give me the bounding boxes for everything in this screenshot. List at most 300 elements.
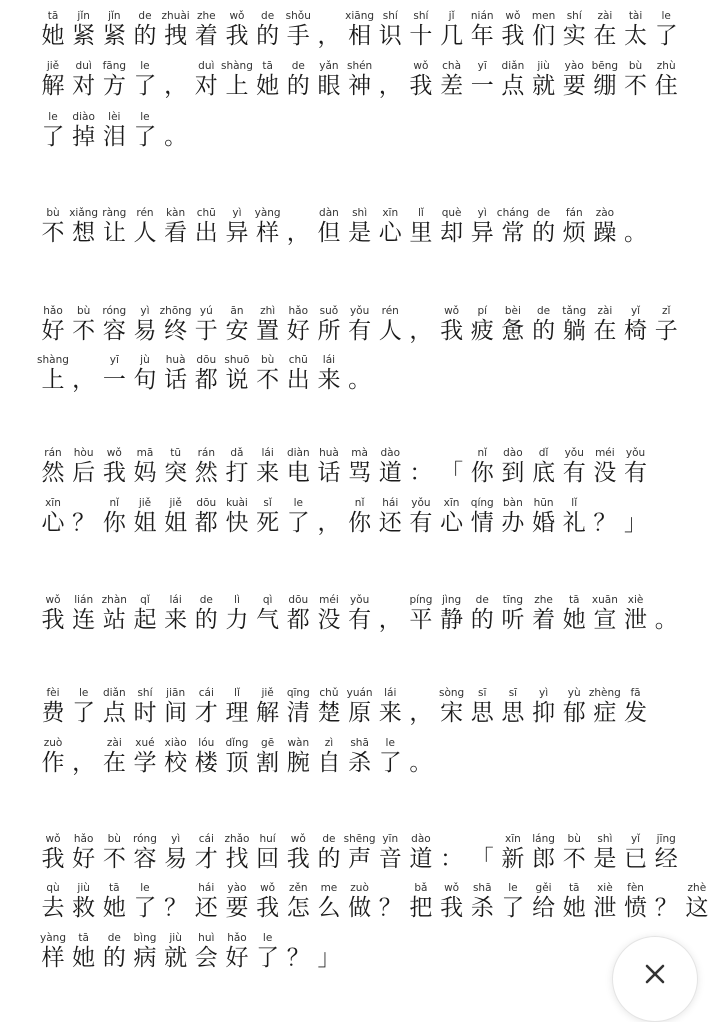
hanzi: 太 <box>624 23 648 49</box>
ruby-char <box>130 111 160 163</box>
hanzi: 情 <box>470 510 494 536</box>
ruby-char <box>621 447 651 499</box>
pinyin: bù <box>76 305 91 317</box>
pinyin: zhe <box>534 594 553 606</box>
hanzi: 了 <box>41 124 65 150</box>
hanzi: 音 <box>378 846 402 872</box>
hanzi: 平 <box>409 607 433 633</box>
hanzi: ， <box>378 73 402 99</box>
pinyin: dào <box>380 447 401 459</box>
pinyin: jiě <box>46 60 60 72</box>
pinyin: róng <box>133 833 157 845</box>
hanzi: 好 <box>72 846 96 872</box>
hanzi: 了 <box>654 23 678 49</box>
pinyin: tū <box>170 447 182 459</box>
hanzi: 还 <box>378 510 402 536</box>
hanzi: 宣 <box>593 607 617 633</box>
pinyin: shàng <box>221 60 253 72</box>
ruby-char <box>406 737 436 789</box>
pinyin: xiǎng <box>69 207 99 219</box>
ruby-char <box>38 354 68 406</box>
pinyin: bìng <box>133 932 157 944</box>
pinyin: kuài <box>226 497 248 509</box>
hanzi: 都 <box>286 607 310 633</box>
hanzi: 让 <box>102 220 126 246</box>
pinyin: jiù <box>77 882 90 894</box>
hanzi: 泄 <box>624 607 648 633</box>
hanzi: 间 <box>164 700 188 726</box>
pinyin: yào <box>564 60 584 72</box>
pinyin: qǐ <box>140 594 150 606</box>
hanzi: 杀 <box>470 895 494 921</box>
hanzi: 不 <box>256 367 280 393</box>
hanzi: 点 <box>102 700 126 726</box>
hanzi: 对 <box>72 73 96 99</box>
hanzi: ？ <box>378 895 402 921</box>
hanzi: 样 <box>256 220 280 246</box>
pinyin: xiào <box>164 737 187 749</box>
pinyin: yǒu <box>349 594 370 606</box>
pinyin: yǒu <box>625 447 646 459</box>
pinyin: yǒu <box>411 497 431 509</box>
hanzi: 几 <box>440 23 464 49</box>
pinyin: lái <box>169 594 182 606</box>
ruby-char <box>314 932 344 984</box>
hanzi: 清 <box>286 700 310 726</box>
pinyin: lì <box>234 594 240 606</box>
hanzi: 心 <box>378 220 402 246</box>
hanzi: 上 <box>41 367 65 393</box>
hanzi: 有 <box>348 607 372 633</box>
pinyin: lián <box>74 594 94 606</box>
pinyin: jù <box>140 354 150 366</box>
hanzi: 心 <box>41 510 65 536</box>
pinyin: shì <box>352 207 368 219</box>
pinyin: le <box>78 687 89 699</box>
hanzi: 郁 <box>562 700 586 726</box>
pinyin: hūn <box>533 497 554 509</box>
ruby-char <box>651 60 681 112</box>
ruby-char <box>345 882 375 934</box>
hanzi: 的 <box>133 23 157 49</box>
hanzi: 心 <box>440 510 464 536</box>
pinyin: jiù <box>169 932 182 944</box>
pinyin: shuō <box>224 354 250 366</box>
pinyin: bù <box>46 207 60 219</box>
hanzi: 她 <box>562 607 586 633</box>
hanzi: 给 <box>532 895 556 921</box>
hanzi: 容 <box>133 846 157 872</box>
hanzi: 一 <box>102 367 126 393</box>
pinyin: bēng <box>591 60 619 72</box>
hanzi: 疲 <box>470 318 494 344</box>
pinyin: de <box>107 932 121 944</box>
hanzi: 说 <box>225 367 249 393</box>
hanzi: 不 <box>562 846 586 872</box>
pinyin: nǐ <box>109 497 120 509</box>
hanzi: 费 <box>41 700 65 726</box>
hanzi: 的 <box>470 607 494 633</box>
text-line <box>38 687 688 739</box>
hanzi: 你 <box>102 510 126 536</box>
pinyin: de <box>537 305 551 317</box>
pinyin: chà <box>442 60 462 72</box>
hanzi: 泪 <box>102 124 126 150</box>
hanzi: 于 <box>194 318 218 344</box>
pinyin: fèi <box>46 687 60 699</box>
pinyin: jìng <box>442 594 462 606</box>
hanzi: 骂 <box>348 460 372 486</box>
hanzi: 没 <box>317 607 341 633</box>
pinyin: fāng <box>102 60 127 72</box>
hanzi: 拽 <box>164 23 188 49</box>
hanzi: ？ <box>164 895 188 921</box>
pinyin: zài <box>597 10 613 22</box>
hanzi: 好 <box>41 318 65 344</box>
ruby-char <box>559 497 589 549</box>
hanzi: 连 <box>72 607 96 633</box>
pinyin: suǒ <box>319 305 339 317</box>
pinyin: píng <box>409 594 433 606</box>
pinyin: huì <box>198 932 215 944</box>
hanzi: 置 <box>256 318 280 344</box>
ruby-char <box>651 10 681 62</box>
pinyin: bàn <box>503 497 523 509</box>
pinyin: fán <box>565 207 583 219</box>
hanzi: 割 <box>256 750 280 776</box>
hanzi: 。 <box>654 607 678 633</box>
pinyin: bù <box>260 354 275 366</box>
hanzi: ？ <box>593 510 617 536</box>
hanzi: 抑 <box>532 700 556 726</box>
pinyin: lái <box>322 354 336 366</box>
pinyin: xīn <box>443 497 460 509</box>
pinyin: zǐ <box>661 305 671 317</box>
text-line <box>38 10 688 62</box>
pinyin: bǎ <box>414 882 428 894</box>
pinyin: zhè <box>687 882 707 894</box>
hanzi: ， <box>378 607 402 633</box>
pinyin: nǐ <box>354 497 365 509</box>
pinyin: chū <box>196 207 216 219</box>
pinyin: zào <box>595 207 615 219</box>
hanzi: 力 <box>225 607 249 633</box>
pinyin: wǒ <box>106 447 122 459</box>
hanzi: ， <box>72 750 96 776</box>
pinyin: yī <box>477 60 487 72</box>
hanzi: 的 <box>317 846 341 872</box>
pinyin: hǎo <box>73 833 94 845</box>
pinyin: le <box>140 882 150 894</box>
pinyin: qíng <box>470 497 494 509</box>
hanzi: 要 <box>225 895 249 921</box>
hanzi: 去 <box>41 895 65 921</box>
pinyin: wǒ <box>229 10 245 22</box>
hanzi: 但 <box>317 220 341 246</box>
hanzi: 起 <box>133 607 157 633</box>
hanzi: ， <box>317 510 341 536</box>
hanzi: 眼 <box>317 73 341 99</box>
hanzi: ： <box>440 846 464 872</box>
hanzi: 看 <box>164 220 188 246</box>
pinyin: lèi <box>108 111 121 123</box>
pinyin: de <box>475 594 489 606</box>
pinyin: jiě <box>169 497 182 509</box>
hanzi: 有 <box>348 318 372 344</box>
hanzi: 样 <box>41 945 65 971</box>
pinyin: sǐ <box>263 497 272 509</box>
pinyin: bèi <box>504 305 521 317</box>
hanzi: 听 <box>501 607 525 633</box>
hanzi: 她 <box>72 945 96 971</box>
hanzi: 然 <box>194 460 218 486</box>
pinyin: gē <box>261 737 275 749</box>
pinyin: wǒ <box>413 60 429 72</box>
hanzi: 一 <box>470 73 494 99</box>
pinyin: le <box>661 10 671 22</box>
hanzi: 对 <box>194 73 218 99</box>
pinyin: què <box>441 207 462 219</box>
hanzi: 么 <box>317 895 341 921</box>
hanzi: 死 <box>256 510 280 536</box>
hanzi: 新 <box>501 846 525 872</box>
ruby-char <box>651 305 681 357</box>
pinyin: cháng <box>496 207 529 219</box>
hanzi: 我 <box>440 318 464 344</box>
pinyin: hǎo <box>227 932 247 944</box>
hanzi: 还 <box>194 895 218 921</box>
hanzi: 在 <box>593 318 617 344</box>
pinyin: xīn <box>504 833 521 845</box>
ruby-char <box>437 833 467 885</box>
pinyin: tīng <box>502 594 524 606</box>
pinyin: dōu <box>196 497 217 509</box>
pinyin: yì <box>232 207 242 219</box>
pinyin: yù <box>567 687 581 699</box>
ruby-char <box>375 305 405 357</box>
hanzi: 实 <box>562 23 586 49</box>
hanzi: 的 <box>102 945 126 971</box>
hanzi: 想 <box>72 220 96 246</box>
hanzi: 她 <box>41 23 65 49</box>
pinyin: hǎo <box>288 305 309 317</box>
hanzi: 是 <box>348 220 372 246</box>
hanzi: 发 <box>624 700 648 726</box>
pinyin: bù <box>628 60 643 72</box>
pinyin: tā <box>262 60 273 72</box>
pinyin: huà <box>165 354 186 366</box>
hanzi: 来 <box>164 607 188 633</box>
ruby-char <box>283 932 313 984</box>
ruby-char <box>314 354 344 406</box>
pinyin: xuān <box>591 594 618 606</box>
pinyin: cái <box>198 687 214 699</box>
hanzi: 了 <box>133 73 157 99</box>
hanzi: ， <box>317 23 341 49</box>
pinyin: men <box>531 10 556 22</box>
text-line <box>38 497 688 549</box>
hanzi: 里 <box>409 220 433 246</box>
pinyin: xiè <box>627 594 644 606</box>
pinyin: yī <box>109 354 119 366</box>
pinyin: zhèng <box>588 687 621 699</box>
hanzi: 椅 <box>624 318 648 344</box>
hanzi: 时 <box>133 700 157 726</box>
hanzi: 我 <box>256 895 280 921</box>
pinyin: le <box>262 932 273 944</box>
hanzi: 病 <box>133 945 157 971</box>
hanzi: 做 <box>348 895 372 921</box>
pinyin: duì <box>198 60 215 72</box>
ruby-char <box>130 882 160 934</box>
pinyin: zhǎo <box>224 833 250 845</box>
hanzi: 泄 <box>593 895 617 921</box>
hanzi: 这 <box>685 895 709 921</box>
text-line <box>38 111 688 163</box>
hanzi: 们 <box>532 23 556 49</box>
hanzi: 你 <box>348 510 372 536</box>
ruby-char <box>345 354 375 406</box>
pinyin: diàn <box>286 447 310 459</box>
pinyin: zhōng <box>159 305 192 317</box>
pinyin: le <box>48 111 58 123</box>
pinyin: wǒ <box>444 882 460 894</box>
ruby-char <box>38 497 68 549</box>
pinyin: nǐ <box>477 447 488 459</box>
pinyin: dǐ <box>538 447 549 459</box>
hanzi: 静 <box>440 607 464 633</box>
pinyin: zhe <box>196 10 216 22</box>
hanzi: 的 <box>256 23 280 49</box>
hanzi: ， <box>164 73 188 99</box>
hanzi: 易 <box>133 318 157 344</box>
hanzi: 「 <box>470 846 494 872</box>
hanzi: 来 <box>378 700 402 726</box>
hanzi: 了 <box>133 895 157 921</box>
hanzi: 到 <box>501 460 525 486</box>
pinyin: xīn <box>45 497 61 509</box>
pinyin: yì <box>477 207 487 219</box>
hanzi: 就 <box>164 945 188 971</box>
pinyin: wǒ <box>45 594 61 606</box>
hanzi: 相 <box>348 23 372 49</box>
hanzi: 紧 <box>72 23 96 49</box>
hanzi: 会 <box>194 945 218 971</box>
ruby-char <box>253 207 283 259</box>
text-line <box>38 882 709 934</box>
hanzi: 思 <box>470 700 494 726</box>
pinyin: rén <box>381 305 399 317</box>
ruby-char <box>130 60 160 112</box>
pinyin: shí <box>137 687 153 699</box>
close-button[interactable] <box>612 936 698 1022</box>
pinyin: shì <box>597 833 613 845</box>
pinyin: xiāng <box>345 10 375 22</box>
pinyin: yì <box>140 305 150 317</box>
pinyin: shā <box>350 737 369 749</box>
pinyin: yú <box>199 305 213 317</box>
hanzi: 。 <box>624 220 648 246</box>
ruby-char <box>590 207 620 259</box>
pinyin: diào <box>72 111 95 123</box>
hanzi: 杀 <box>348 750 372 776</box>
pinyin: zhàn <box>101 594 127 606</box>
hanzi: 道 <box>378 460 402 486</box>
pinyin: le <box>140 111 150 123</box>
hanzi: 着 <box>194 23 218 49</box>
hanzi: 识 <box>378 23 402 49</box>
pinyin: yì <box>538 687 549 699</box>
pinyin: huí <box>259 833 276 845</box>
pinyin: láng <box>532 833 555 845</box>
pinyin: shén <box>346 60 373 72</box>
pinyin: xīn <box>382 207 399 219</box>
hanzi: ， <box>409 700 433 726</box>
hanzi: 出 <box>286 367 310 393</box>
ruby-char <box>375 687 405 739</box>
pinyin: de <box>199 594 213 606</box>
hanzi: 姐 <box>133 510 157 536</box>
hanzi: 不 <box>624 73 648 99</box>
pinyin: de <box>322 833 336 845</box>
hanzi: 点 <box>501 73 525 99</box>
hanzi: 烦 <box>562 220 586 246</box>
pinyin: yàng <box>254 207 281 219</box>
hanzi: 解 <box>256 700 280 726</box>
ruby-char <box>621 497 651 549</box>
pinyin: wǒ <box>505 10 521 22</box>
pinyin: ràng <box>102 207 127 219</box>
text-line <box>38 594 688 646</box>
hanzi: 我 <box>501 23 525 49</box>
hanzi: 差 <box>440 73 464 99</box>
hanzi: 愤 <box>624 895 648 921</box>
pinyin: chū <box>288 354 308 366</box>
ruby-char <box>621 594 651 646</box>
hanzi: 。 <box>348 367 372 393</box>
hanzi: 郎 <box>532 846 556 872</box>
hanzi: 的 <box>532 318 556 344</box>
hanzi: 却 <box>440 220 464 246</box>
pinyin: le <box>140 60 150 72</box>
hanzi: 手 <box>286 23 310 49</box>
hanzi: 要 <box>562 73 586 99</box>
text-line <box>38 60 688 112</box>
hanzi: 原 <box>348 700 372 726</box>
hanzi: 了 <box>286 510 310 536</box>
hanzi: 紧 <box>102 23 126 49</box>
pinyin: wàn <box>287 737 310 749</box>
hanzi: 把 <box>409 895 433 921</box>
hanzi: 的 <box>194 607 218 633</box>
hanzi: 的 <box>286 73 310 99</box>
ruby-char <box>283 497 313 549</box>
hanzi: ？ <box>72 510 96 536</box>
hanzi: 上 <box>225 73 249 99</box>
hanzi: 着 <box>532 607 556 633</box>
pinyin: hòu <box>73 447 94 459</box>
pinyin: dǐng <box>225 737 249 749</box>
ruby-char <box>375 447 405 499</box>
hanzi: 妈 <box>133 460 157 486</box>
pinyin: tā <box>109 882 120 894</box>
hanzi: 好 <box>286 318 310 344</box>
pinyin: róng <box>102 305 127 317</box>
hanzi: 异 <box>225 220 249 246</box>
ruby-char <box>406 833 436 885</box>
hanzi: 回 <box>256 846 280 872</box>
hanzi: 异 <box>470 220 494 246</box>
